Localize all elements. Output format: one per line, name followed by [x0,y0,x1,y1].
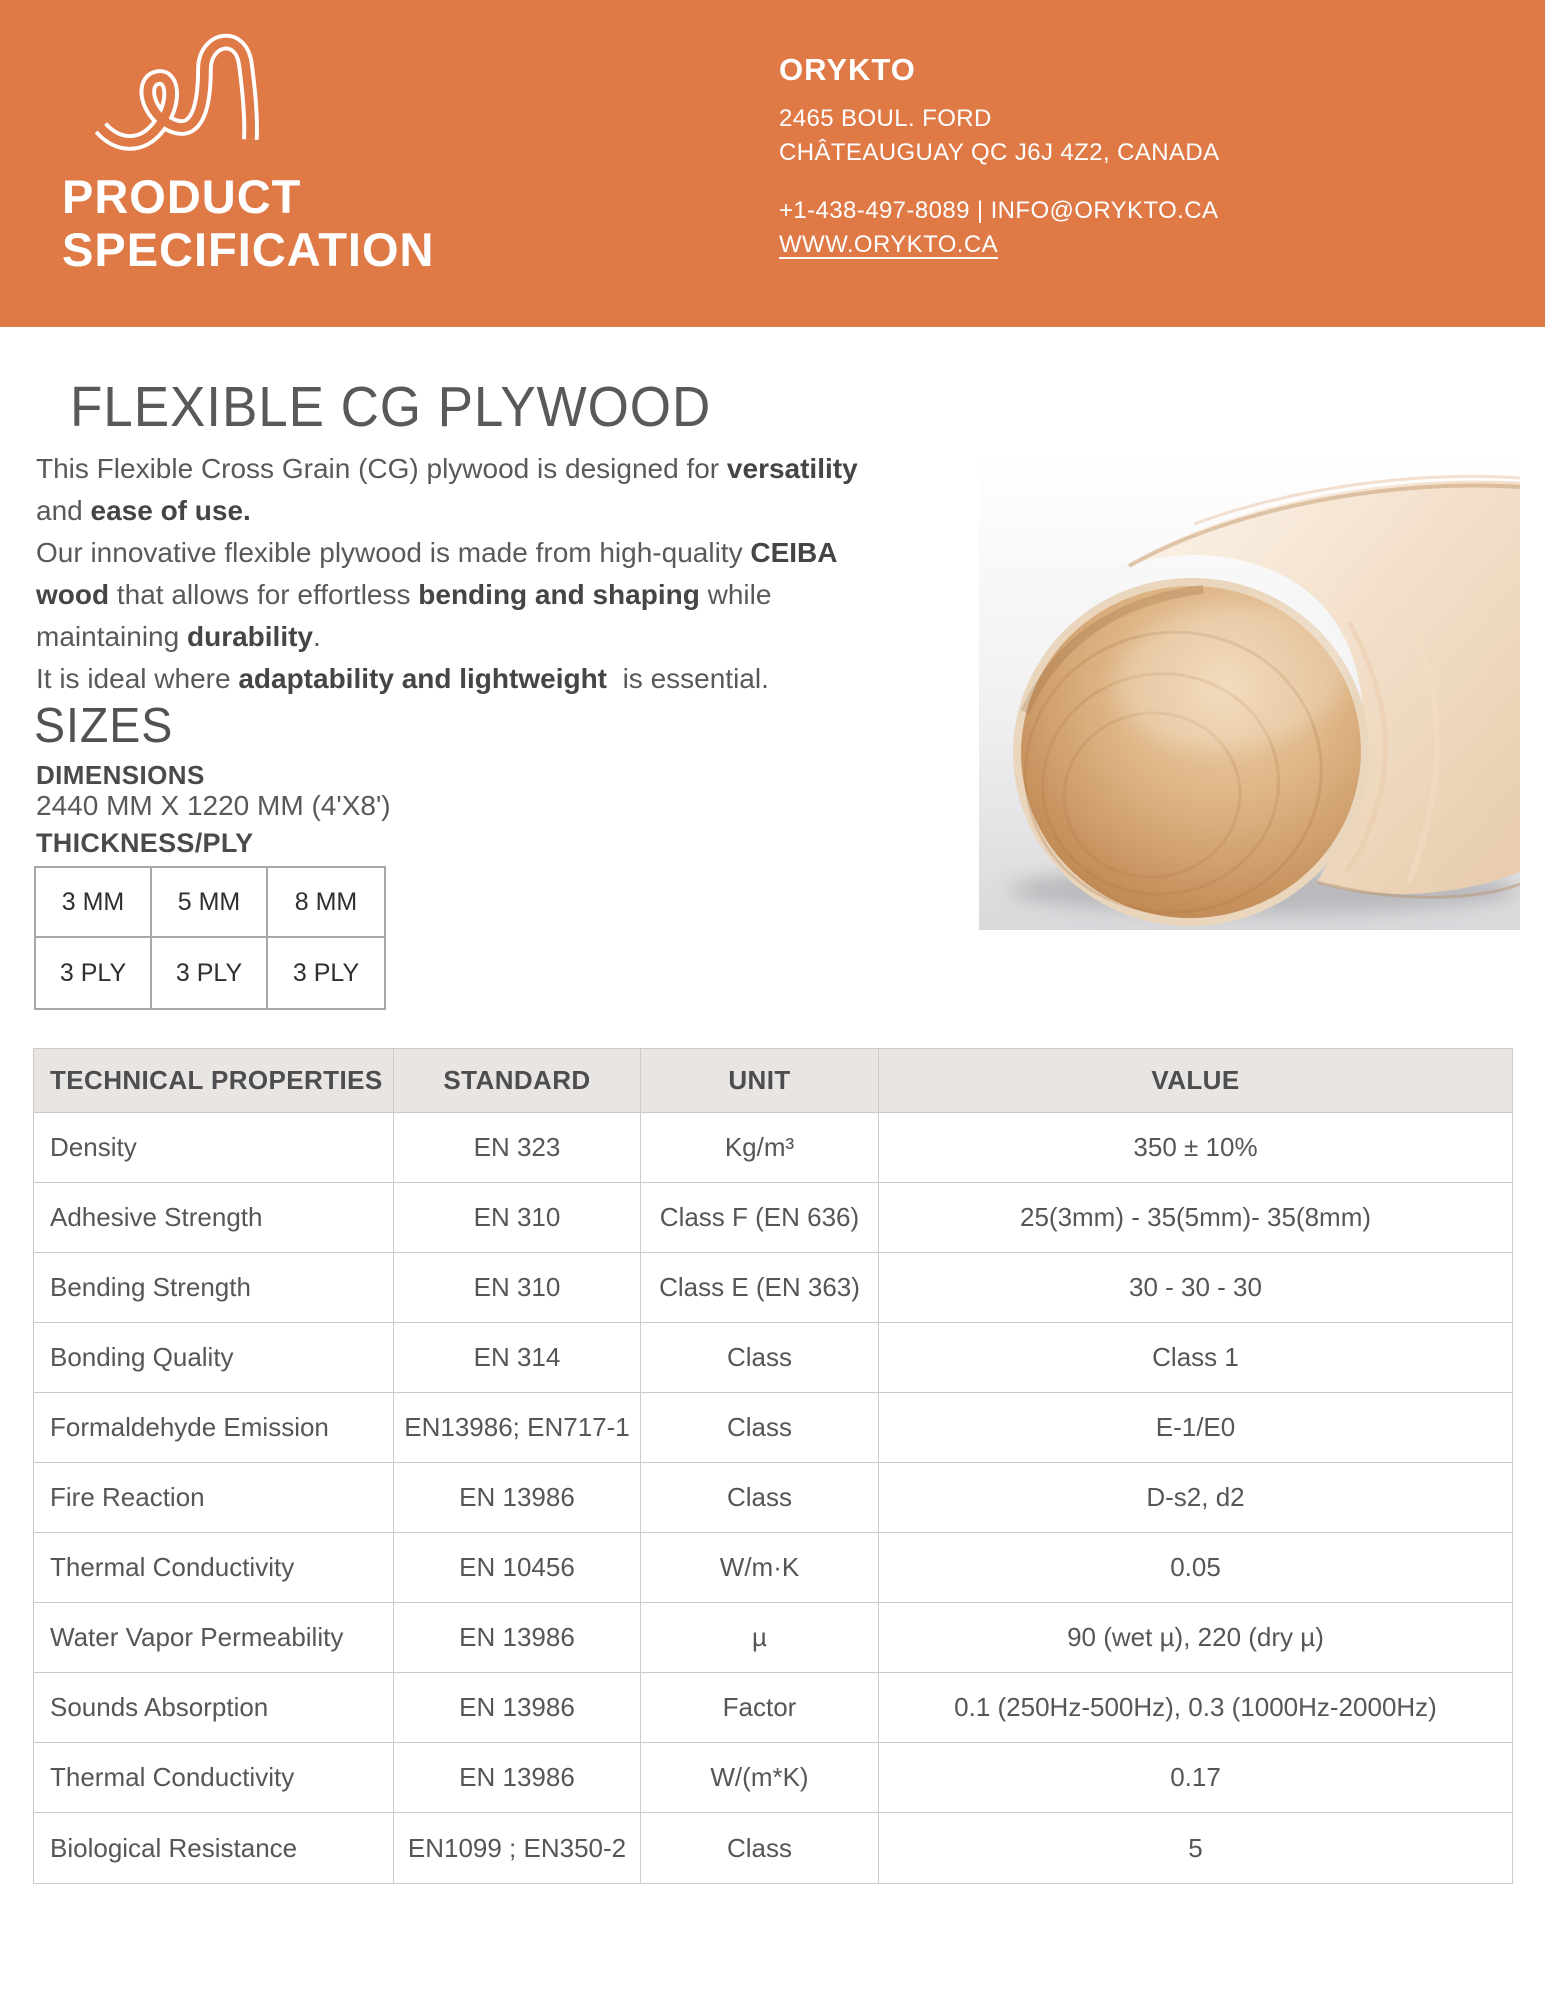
company-info-block [779,52,1220,262]
property-value-cell: EN13986; EN717-1 [394,1393,641,1463]
property-value-cell: Class 1 [879,1323,1512,1393]
description-line: maintaining durability. [36,621,321,652]
property-value-cell: EN 310 [394,1183,641,1253]
property-value-cell: Class E (EN 363) [641,1253,879,1323]
property-value-cell: Class [641,1393,879,1463]
property-name-cell: Thermal Conductivity [34,1743,394,1813]
property-value-cell: Class [641,1463,879,1533]
property-name-cell: Bending Strength [34,1253,394,1323]
property-value-cell: 90 (wet µ), 220 (dry µ) [879,1603,1512,1673]
property-name-cell: Biological Resistance [34,1813,394,1883]
tagline-line1: PRODUCT [62,170,302,223]
property-value-cell: EN 323 [394,1113,641,1183]
property-value-cell: 30 - 30 - 30 [879,1253,1512,1323]
property-value-cell: D-s2, d2 [879,1463,1512,1533]
property-name-cell: Formaldehyde Emission [34,1393,394,1463]
sizes-heading: SIZES [34,699,174,753]
property-value-cell: EN 10456 [394,1533,641,1603]
tagline-line2: SPECIFICATION [62,223,435,276]
description-line: This Flexible Cross Grain (CG) plywood is designed for versatility [36,453,858,484]
property-value-cell: Class F (EN 636) [641,1183,879,1253]
company-phone-email: +1-438-497-8089 | INFO@ORYKTO.CA [779,197,1219,224]
company-address-line2: CHÂTEAUGUAY QC J6J 4Z2, CANADA [779,139,1220,166]
thickness-cell: 3 MM [36,868,152,938]
property-value-cell: 0.05 [879,1533,1512,1603]
property-value-cell: EN 13986 [394,1673,641,1743]
thickness-cell: 8 MM [268,868,384,938]
property-value-cell: µ [641,1603,879,1673]
property-value-cell: W/m·K [641,1533,879,1603]
column-header: UNIT [641,1049,879,1113]
property-name-cell: Bonding Quality [34,1323,394,1393]
product-title: FLEXIBLE CG PLYWOOD [70,375,712,439]
header-banner [0,0,1545,327]
property-value-cell: 5 [879,1813,1512,1883]
thickness-cell: 3 PLY [268,938,384,1008]
property-value-cell: Kg/m³ [641,1113,879,1183]
thickness-cell: 5 MM [152,868,268,938]
ribbon-logo-icon [95,30,310,162]
property-name-cell: Adhesive Strength [34,1183,394,1253]
thickness-ply-label: THICKNESS/PLY [36,828,254,858]
property-value-cell: EN 314 [394,1323,641,1393]
thickness-grid [34,866,386,1010]
technical-properties-table [33,1048,1513,1884]
thickness-cell: 3 PLY [36,938,152,1008]
description-line: wood that allows for effortless bending and shaping while [36,579,772,610]
property-value-cell: W/(m*K) [641,1743,879,1813]
company-address-line1: 2465 BOUL. FORD [779,105,992,132]
column-header: VALUE [879,1049,1512,1113]
property-value-cell: Class [641,1323,879,1393]
property-value-cell: EN 310 [394,1253,641,1323]
property-value-cell: EN1099 ; EN350-2 [394,1813,641,1883]
company-website-link[interactable]: WWW.ORYKTO.CA [779,231,998,258]
property-value-cell: EN 13986 [394,1463,641,1533]
property-name-cell: Sounds Absorption [34,1673,394,1743]
property-value-cell: 0.1 (250Hz-500Hz), 0.3 (1000Hz-2000Hz) [879,1673,1512,1743]
property-value-cell: EN 13986 [394,1743,641,1813]
property-value-cell: Class [641,1813,879,1883]
product-description [36,448,858,700]
plywood-photo [979,452,1520,930]
column-header: TECHNICAL PROPERTIES [34,1049,394,1113]
document-type-title [62,170,434,276]
property-name-cell: Thermal Conductivity [34,1533,394,1603]
property-name-cell: Density [34,1113,394,1183]
property-value-cell: EN 13986 [394,1603,641,1673]
column-header: STANDARD [394,1049,641,1113]
property-value-cell: 0.17 [879,1743,1512,1813]
property-name-cell: Fire Reaction [34,1463,394,1533]
property-name-cell: Water Vapor Permeability [34,1603,394,1673]
property-value-cell: 25(3mm) - 35(5mm)- 35(8mm) [879,1183,1512,1253]
property-value-cell: Factor [641,1673,879,1743]
property-value-cell: E-1/E0 [879,1393,1512,1463]
description-line: It is ideal where adaptability and lightweight is essential. [36,663,769,694]
property-value-cell: 350 ± 10% [879,1113,1512,1183]
description-line: Our innovative flexible plywood is made from high-quality CEIBA [36,537,838,568]
dimensions-value: 2440 MM X 1220 MM (4'X8') [36,790,391,821]
thickness-cell: 3 PLY [152,938,268,1008]
dimensions-label: DIMENSIONS [36,760,205,790]
description-line: and ease of use. [36,495,251,526]
company-name: ORYKTO [779,52,916,87]
